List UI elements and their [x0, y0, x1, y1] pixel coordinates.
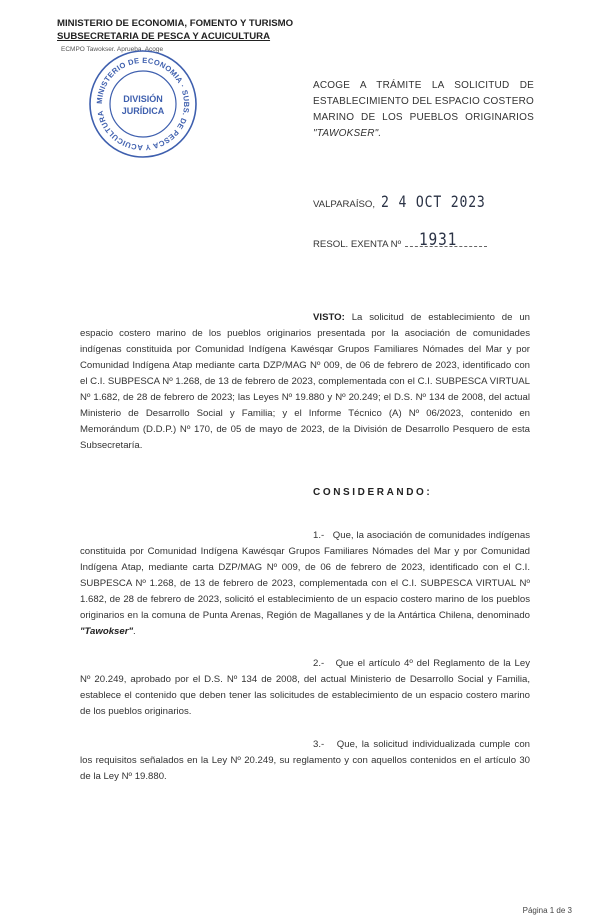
place-date — [313, 192, 509, 211]
considerando-item-2 — [80, 656, 530, 720]
seal-ring-text: MINISTERIO DE ECONOMIA · SUBS. DE PESCA Y ACUICULTURA — [94, 55, 192, 153]
seal-line-1: DIVISIÓN — [123, 94, 163, 104]
ministry-name: MINISTERIO DE ECONOMIA, FOMENTO Y TURISMO — [57, 18, 294, 29]
visto-paragraph — [80, 310, 530, 454]
resolution-line — [313, 239, 487, 250]
resolution-label: RESOL. EXENTA Nº — [313, 239, 402, 250]
title-text: ACOGE A TRÁMITE LA SOLICITUD DE ESTABLECIMIENTO DEL ESPACIO COSTERO MARINO DE LOS PUEBLOS ORIGINARIOS — [313, 80, 534, 123]
visto-text: La solicitud de establecimiento de un espacio costero marino de los pueblos originarios presentada por la asociación de comunidades indígenas constituida por Comunidad Indígena Kawésqar Grupos Familiares Nómades del Mar y por Comunidad Indígena Atap mediante carta DZP/MAG Nº 009, de 06 de febrero de 2023, identificado con el C.I. SUBPESCA Nº 1.268, de 13 de febrero de 2023, complementada con el C.I. SUBPESCA VIRTUAL Nº 1.682, de 28 de febrero de 2023; las Leyes Nº 19.880 y Nº 20.249; el D.S. Nº 134 de 2008, del actual Ministerio de Desarrollo Social y Familia; y el Informe Técnico (A) Nº 06/2023, contenido en Memorándum (D.D.P.) Nº 170, de 05 de mayo de 2023, de la División de Desarrollo Pesquero de esta Subsecretaría. — [80, 312, 530, 451]
item-emphasis: "Tawokser" — [80, 626, 133, 637]
resolution-number: 1931 — [419, 230, 458, 250]
title-ecmpo-name: "TAWOKSER". — [313, 128, 382, 139]
item-number: 3.- — [313, 739, 325, 750]
document-title — [313, 78, 534, 142]
document-reference: ECMPO Tawokser. Aprueba. Acoge — [61, 46, 164, 53]
item-text: Que el artículo 4º del Reglamento de la Ley Nº 20.249, aprobado por el D.S. Nº 134 de 2008, del actual Ministerio de Desarrollo Social y Familia, establece el contenido que deben tener las solicitudes de establecimiento de un espacio costero marino de los pueblos originarios. — [80, 658, 530, 717]
page-number: Página 1 de 3 — [522, 906, 572, 915]
item-text: Que, la solicitud individualizada cumple con los requisitos señalados en la Ley Nº 20.249, su reglamento y con aquellos contenidos en el artículo 30 de la Ley Nº 19.880. — [80, 739, 530, 782]
item-number: 1.- — [313, 530, 325, 541]
place-label: VALPARAÍSO, — [313, 199, 376, 210]
svg-text:MINISTERIO DE ECONOMIA · SUBS. — [95, 56, 191, 152]
considerando-item-1 — [80, 528, 530, 640]
date-stamp: 2 4 OCT 2023 — [381, 192, 486, 211]
seal-line-2: JURÍDICA — [121, 106, 165, 116]
considerando-heading: CONSIDERANDO: — [313, 487, 433, 498]
subsecretaria-name: SUBSECRETARIA DE PESCA Y ACUICULTURA — [57, 30, 271, 42]
item-text: Que, la asociación de comunidades indígenas constituida por Comunidad Indígena Kawésqar Grupos Familiares Nómades del Mar y por Comunidad Indígena Atap, mediante carta DZP/MAG Nº 009, de 06 de febrero de 2023, identificado con el C.I. SUBPESCA Nº 1.268, de 13 de febrero de 2023, complementada con el C.I. SUBPESCA VIRTUAL Nº 1.682, de 28 de febrero de 2023, solicitó el establecimiento de un espacio costero marino de los pueblos originarios en la comuna de Punta Arenas, Región de Magallanes y de la Antártica Chilena, denominado — [80, 530, 530, 621]
considerando-item-3 — [80, 737, 530, 785]
visto-label: VISTO: — [313, 312, 345, 323]
division-juridica-seal-icon — [87, 48, 199, 160]
item-text-end: . — [133, 626, 136, 637]
item-number: 2.- — [313, 658, 325, 669]
